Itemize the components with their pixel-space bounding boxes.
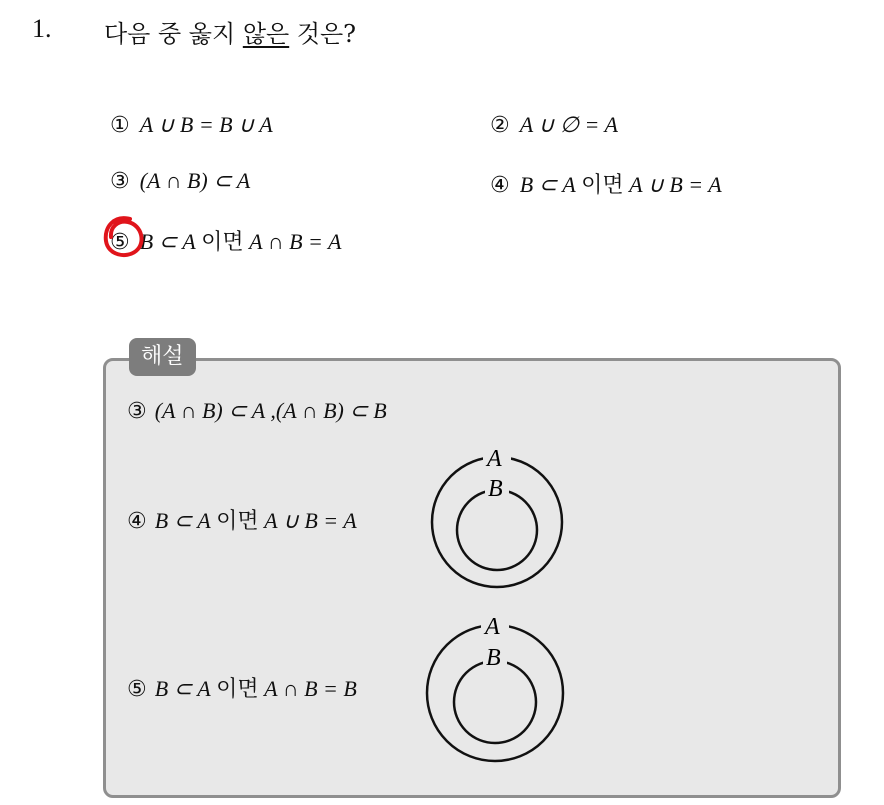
choice-math-result: A ∪ B = A xyxy=(629,172,722,197)
venn-diagram-union xyxy=(425,440,570,590)
explanation-tab: 해설 xyxy=(129,338,196,376)
explanation-line-5 xyxy=(127,672,357,703)
venn-inner-label: B xyxy=(486,645,501,671)
question-number: 1. xyxy=(32,14,52,43)
venn-inner-circle xyxy=(457,490,537,570)
venn-inner-circle xyxy=(454,661,536,743)
choice-number: ① xyxy=(110,113,130,138)
choice-korean: 이면 xyxy=(201,230,244,255)
explanation-math-result: A ∩ B = B xyxy=(264,676,357,701)
question-text-before: 다음 중 옳지 xyxy=(104,20,243,48)
choice-math: A ∪ B = B ∪ A xyxy=(139,112,273,137)
venn-diagram-intersection xyxy=(423,607,568,767)
question-text-underlined: 않은 xyxy=(242,20,290,48)
choice-number: ④ xyxy=(490,173,510,198)
choice-math-condition: B ⊂ A xyxy=(519,172,576,197)
choice-1[interactable] xyxy=(110,112,273,138)
choice-math: (A ∩ B) ⊂ A xyxy=(139,168,251,193)
explanation-math-condition: B ⊂ A xyxy=(154,676,211,701)
explanation-korean: 이면 xyxy=(216,677,259,702)
question-text xyxy=(104,14,356,49)
choice-math: A ∪ ∅ = A xyxy=(519,112,618,137)
venn-inner-label: B xyxy=(488,476,503,502)
choice-korean: 이면 xyxy=(581,173,624,198)
explanation-math-condition: B ⊂ A xyxy=(154,508,211,533)
explanation-math-result: A ∪ B = A xyxy=(264,508,357,533)
explanation-line-4 xyxy=(127,504,357,535)
choice-4[interactable] xyxy=(490,168,722,199)
explanation-line-3 xyxy=(127,398,387,424)
venn-outer-label: A xyxy=(487,446,502,472)
choice-math-condition: B ⊂ A xyxy=(139,229,196,254)
choice-2[interactable] xyxy=(490,112,618,138)
choice-number: ② xyxy=(490,113,510,138)
choice-number: ③ xyxy=(110,169,130,194)
question-text-after: 것은? xyxy=(289,20,357,48)
choice-3[interactable] xyxy=(110,168,250,194)
answer-mark-circle xyxy=(100,213,148,261)
choice-math-result: A ∩ B = A xyxy=(249,229,342,254)
choice-number: ⑤ xyxy=(110,230,130,255)
explanation-number: ④ xyxy=(127,509,147,534)
explanation-number: ③ xyxy=(127,399,147,424)
explanation-math: (A ∩ B) ⊂ A ,(A ∩ B) ⊂ B xyxy=(154,398,387,423)
explanation-korean: 이면 xyxy=(216,509,259,534)
venn-outer-label: A xyxy=(485,614,500,640)
explanation-number: ⑤ xyxy=(127,677,147,702)
